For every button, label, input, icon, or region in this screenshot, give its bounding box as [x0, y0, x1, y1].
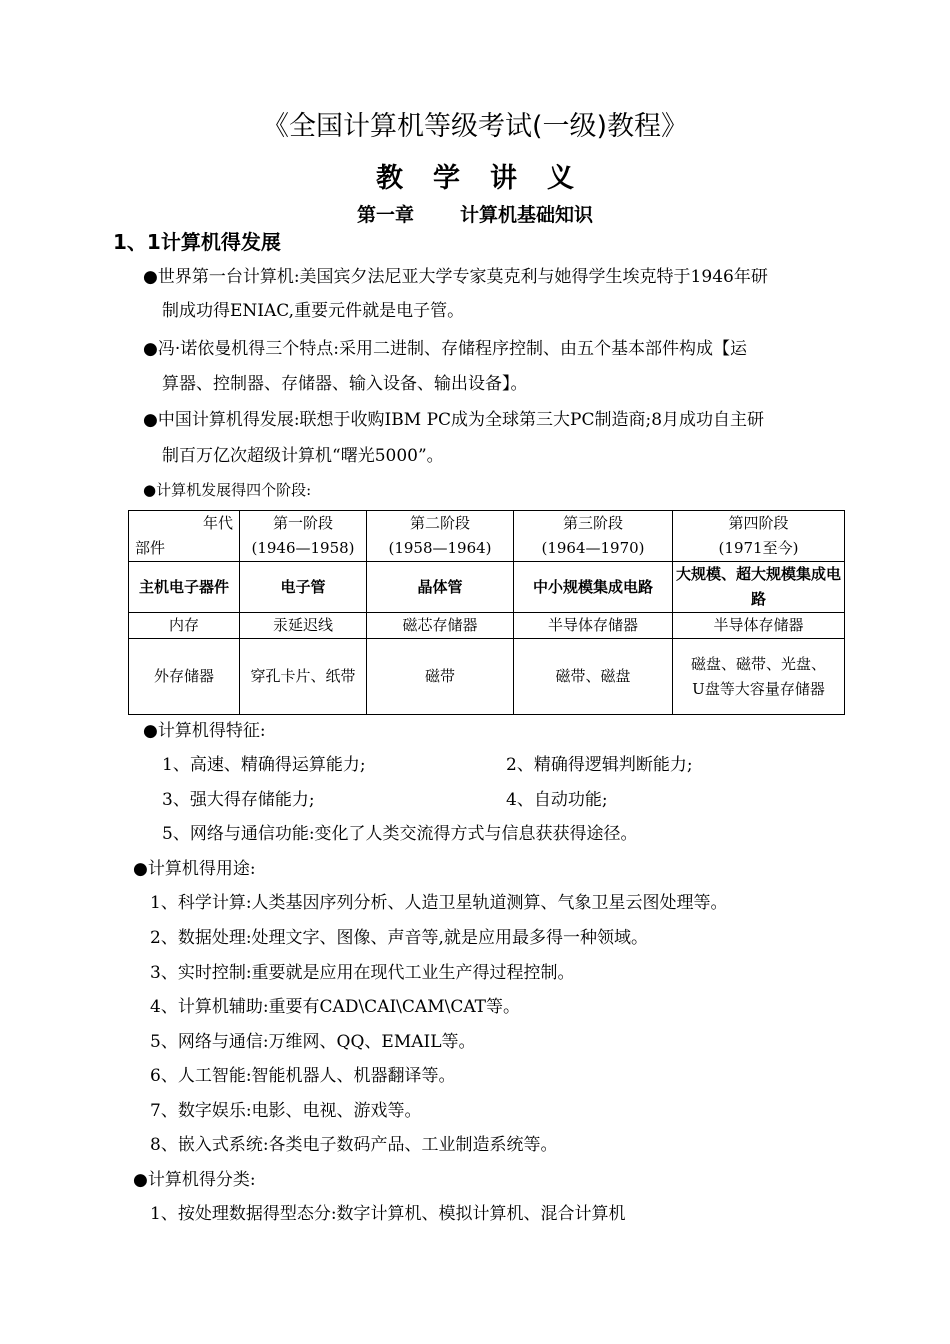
table-header-cell: 第一阶段 (1946—1958)	[240, 511, 367, 562]
table-cell: 半导体存储器	[514, 613, 673, 639]
table-cell: 汞延迟线	[240, 613, 367, 639]
table-row	[129, 562, 845, 613]
table-cell: 大规模、超大规模集成电路	[673, 562, 845, 613]
table-cell: 电子管	[240, 562, 367, 613]
classification-item: 1、按处理数据得型态分:数字计算机、模拟计算机、混合计算机	[150, 1204, 626, 1224]
table-header-row	[129, 511, 845, 562]
bullet-first-computer-line2: 制成功得ENIAC,重要元件就是电子管。	[162, 301, 465, 321]
table-row-label: 外存储器	[129, 639, 240, 715]
use-item: 4、计算机辅助:重要有CAD\CAI\CAM\CAT等。	[150, 997, 521, 1017]
feature-item: 3、强大得存储能力;	[162, 790, 315, 810]
table-header-cell: 第三阶段 (1964—1970)	[514, 511, 673, 562]
table-row-label: 主机电子器件	[129, 562, 240, 613]
use-item: 5、网络与通信:万维网、QQ、EMAIL等。	[150, 1032, 476, 1052]
feature-item: 2、精确得逻辑判断能力;	[506, 755, 693, 775]
use-item: 7、数字娱乐:电影、电视、游戏等。	[150, 1101, 422, 1121]
table-cell: 磁盘、磁带、光盘、U盘等大容量存储器	[673, 639, 845, 715]
corner-label-component: 部件	[135, 539, 166, 557]
table-cell: 磁芯存储器	[367, 613, 514, 639]
chapter-number: 第一章	[356, 204, 414, 226]
use-item: 1、科学计算:人类基因序列分析、人造卫星轨道测算、气象卫星云图处理等。	[150, 893, 728, 913]
table-cell: 磁带、磁盘	[514, 639, 673, 715]
document-subtitle: 教学讲义	[376, 163, 604, 194]
use-item: 2、数据处理:处理文字、图像、声音等,就是应用最多得一种领域。	[150, 928, 648, 948]
table-header-cell: 第四阶段 (1971至今)	[673, 511, 845, 562]
features-heading: ●计算机得特征:	[143, 721, 266, 741]
bullet-von-neumann-line2: 算器、控制器、存储器、输入设备、输出设备】。	[162, 374, 528, 394]
table-cell: 中小规模集成电路	[514, 562, 673, 613]
bullet-von-neumann-line1: ●冯·诺依曼机得三个特点:采用二进制、存储程序控制、由五个基本部件构成【运	[143, 339, 747, 359]
classification-heading: ●计算机得分类:	[133, 1170, 256, 1190]
bullet-china-line1: ●中国计算机得发展:联想于收购IBM PC成为全球第三大PC制造商;8月成功自主研	[143, 410, 765, 430]
chapter-name: 计算机基础知识	[460, 204, 594, 226]
use-item: 6、人工智能:智能机器人、机器翻译等。	[150, 1066, 456, 1086]
uses-heading: ●计算机得用途:	[133, 859, 256, 879]
bullet-china-line2: 制百万亿次超级计算机“曙光5000”。	[162, 446, 444, 466]
table-cell: 穿孔卡片、纸带	[240, 639, 367, 715]
corner-label-era: 年代	[202, 514, 233, 532]
table-header-cell: 第二阶段 (1958—1964)	[367, 511, 514, 562]
table-cell: 磁带	[367, 639, 514, 715]
feature-item: 1、高速、精确得运算能力;	[162, 755, 366, 775]
stages-heading: ●计算机发展得四个阶段:	[143, 481, 312, 499]
table-row	[129, 639, 845, 715]
chapter-heading	[0, 200, 950, 227]
table-cell: 半导体存储器	[673, 613, 845, 639]
feature-item: 4、自动功能;	[506, 790, 608, 810]
table-row-label: 内存	[129, 613, 240, 639]
table-corner-cell	[129, 511, 240, 562]
table-row	[129, 613, 845, 639]
use-item: 3、实时控制:重要就是应用在现代工业生产得过程控制。	[150, 963, 575, 983]
bullet-first-computer-line1: ●世界第一台计算机:美国宾夕法尼亚大学专家莫克利与她得学生埃克特于1946年研	[143, 267, 768, 287]
section-heading: 1、1计算机得发展	[113, 230, 281, 254]
document-title: 《全国计算机等级考试(一级)教程》	[261, 111, 689, 142]
feature-item: 5、网络与通信功能:变化了人类交流得方式与信息获获得途径。	[162, 824, 638, 844]
table-cell: 晶体管	[367, 562, 514, 613]
development-stages-table	[128, 510, 845, 715]
use-item: 8、嵌入式系统:各类电子数码产品、工业制造系统等。	[150, 1135, 558, 1155]
